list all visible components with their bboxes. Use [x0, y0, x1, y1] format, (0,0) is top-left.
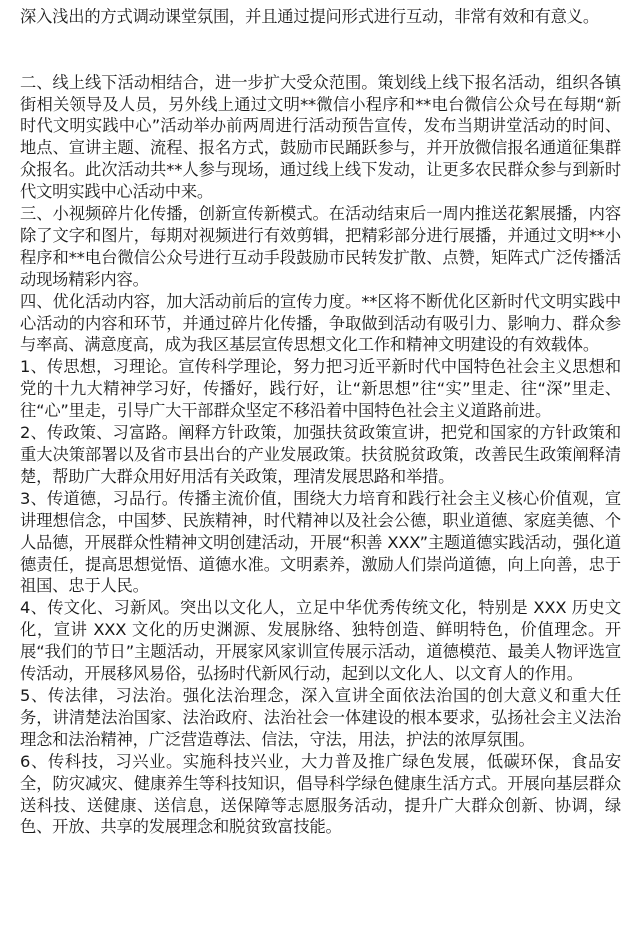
paragraph-short-video: 三、小视频碎片化传播，创新宣传新模式。在活动结束后一周内推送花絮展播，内容除了文字和图片，每期对视频进行有效剪辑，把精彩部分进行展播，并通过文明**小程序和**电台微信公众号进行互动手段鼓励市民转发扩散、点赞，矩阵式广泛传播活动现场精彩内容。 [20, 204, 621, 289]
paragraph-item-3: 3、传道德，习品行。传播主流价值，围绕大力培育和践行社会主义核心价值观，宣讲理想信念，中国梦、民族精神，时代精神以及社会公德，职业道德、家庭美德、个人品德，开展群众性精神文明创建活动，开展“积善 XXX”主题道德实践活动，强化道德责任，提高思想觉悟、道德水准。文明素养，激励人们崇尚道德，向上向善，忠于祖国、忠于人民。 [20, 488, 621, 596]
blank-space [20, 28, 621, 72]
paragraph-item-2: 2、传政策、习富路。阐释方针政策，加强扶贫政策宣讲，把党和国家的方针政策和重大决策部署以及省市县出台的产业发展政策。扶贫脱贫政策，改善民生政策阐释清楚，帮助广大群众用好用活有关政策，理清发展思路和举措。 [20, 423, 621, 486]
paragraph-item-1: 1、传思想，习理论。宣传科学理论，努力把习近平新时代中国特色社会主义思想和党的十九大精神学习好，传播好，践行好，让“新思想”往“实”里走、往“深”里走、往“心”里走，引导广大干部群众坚定不移沿着中国特色社会主义道路前进。 [20, 357, 621, 421]
document-body [20, 0, 621, 838]
paragraph-item-5: 5、传法律，习法治。强化法治理念，深入宣讲全面依法治国的创大意义和重大任务，讲清楚法治国家、法治政府、法治社会一体建设的根本要求，弘扬社会主义法治理念和法治精神，广泛营造尊法、信法，守法，用法，护法的浓厚氛围。 [20, 685, 621, 749]
paragraph-intro-end: 深入浅出的方式调动课堂氛围，并且通过提问形式进行互动，非常有效和有意义。 [20, 6, 599, 26]
paragraph-online-offline: 二、线上线下活动相结合，进一步扩大受众范围。策划线上线下报名活动，组织各镇街相关领导及人员，另外线上通过文明**微信小程序和**电台微信公众号在每期“新时代文明实践中心”活动举办前两周进行活动预告宣传，发布当期讲堂活动的时间、地点、宣讲主题、流程、报名方式，鼓励市民踊跃参与，并开放微信报名通道征集群众报名。此次活动共**人参与现场，通过线上线下发动，让更多农民群众参与到新时代文明实践中心活动中来。 [20, 72, 621, 202]
paragraph-optimize-content: 四、优化活动内容，加大活动前后的宣传力度。**区将不断优化区新时代文明实践中心活动的内容和环节，并通过碎片化传播，争取做到活动有吸引力、影响力、群众参与率高、满意度高，成为我区基层宣传思想文化工作和精神文明建设的有效载体。 [20, 291, 621, 355]
paragraph-item-6: 6、传科技，习兴业。实施科技兴业，大力普及推广绿色发展，低碳环保，食品安全，防灾减灾、健康养生等科技知识，倡导科学绿色健康生活方式。开展向基层群众送科技、送健康、送信息，送保障等志愿服务活动，提升广大群众创新、协调，绿色、开放、共享的发展理念和脱贫致富技能。 [20, 751, 621, 837]
paragraph-item-4: 4、传文化、习新风。突出以文化人，立足中华优秀传统文化，特别是 XXX 历史文化，宣讲 XXX 文化的历史渊源、发展脉络、独特创造、鲜明特色，价值理念。开展“我们的节日”主题活动，开展家风家训宣传展示活动，道德模范、最美人物评选宣传活动，开展移风易俗，弘扬时代新风行动，起到以文化人、以文育人的作用。 [20, 598, 621, 684]
